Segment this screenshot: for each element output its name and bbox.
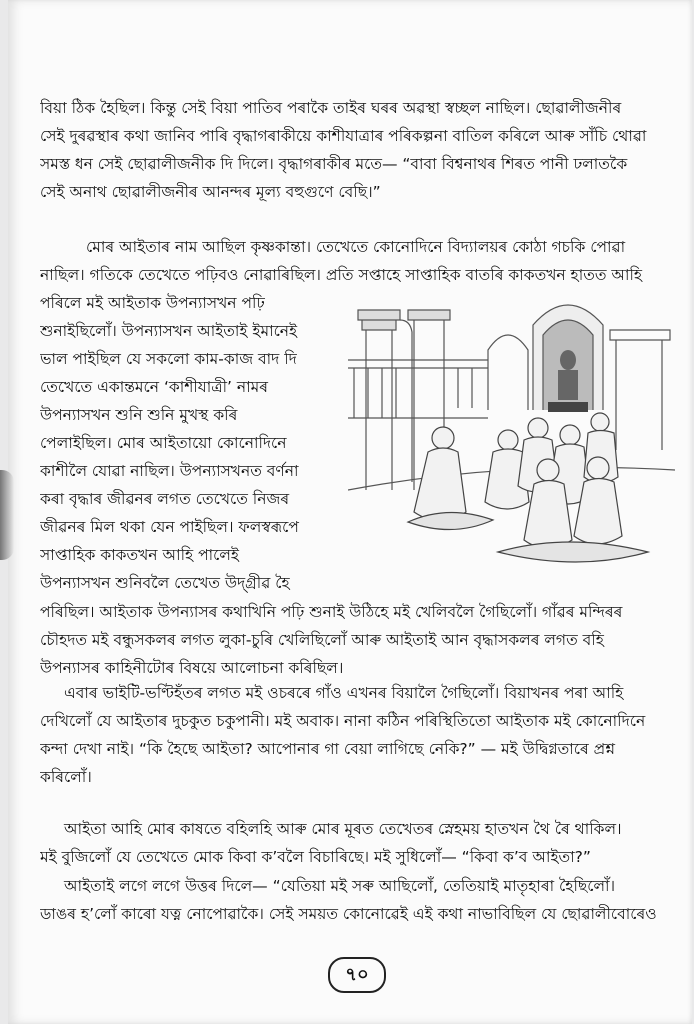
text-line: মই বুজিলোঁ যে তেখেতে মোক কিবা ক’বলৈ বিচাৰিছে। মই সুধিলোঁ— “কিবা ক’ব আইতা?”: [40, 848, 591, 866]
text-line: নাছিল। গতিকে তেখেতে পঢ়িবও নোৱাৰিছিল। প্ৰতি সপ্তাহে সাপ্তাহিক বাতৰি কাকতখন হাতত আহি: [40, 266, 643, 284]
paragraph-2: [40, 233, 672, 289]
paragraph-3: [40, 598, 672, 682]
text-line: ভাল পাইছিল যে সকলো কাম-কাজ বাদ দি: [40, 350, 297, 368]
paragraph-5: [40, 815, 672, 871]
illustration-women-listening: [348, 290, 675, 592]
paragraph-4: [40, 679, 672, 791]
text-line: ডাঙৰ হ’লোঁ কাৰো যত্ন নোপোৱাকৈ। সেই সময়ত কোনোৱেই এই কথা নাভাবিছিল যে ছোৱালীবোৰেও: [40, 905, 657, 923]
page-number-text: ৭০: [345, 963, 369, 985]
page-edge-shadow: [0, 470, 14, 560]
page-number: [328, 957, 386, 993]
text-line: কৰিলোঁ।: [40, 768, 92, 786]
text-line: কাশীলৈ যোৱা নাছিল। উপন্যাসখনত বৰ্ণনা: [40, 462, 299, 480]
text-line: জীৱনৰ মিল থকা যেন পাইছিল। ফলস্বৰূপে: [40, 518, 299, 536]
text-line: সাপ্তাহিক কাকতখন আহি পালেই: [40, 546, 239, 564]
text-line: সমস্ত ধন সেই ছোৱালীজনীক দি দিলে। বৃদ্ধাগৰাকীৰ মতে— “বাবা বিশ্বনাথৰ শিৰত পানী ঢলাতকৈ: [40, 155, 628, 173]
text-line: উপন্যাসখন শুনি শুনি মুখস্থ কৰি: [40, 406, 238, 424]
text-line: উপন্যাসখন শুনিবলৈ তেখেত উদ্‌গ্ৰীৱ হৈ: [40, 574, 290, 592]
text-line: পেলাইছিল। মোৰ আইতায়ো কোনোদিনে: [40, 434, 287, 452]
text-line: চৌহদত মই বন্ধুসকলৰ লগত লুকা-চুৰি খেলিছিলোঁ আৰু আইতাই আন বৃদ্ধাসকলৰ লগত বহি: [40, 631, 604, 649]
text-line: সেই দুৰৱস্থাৰ কথা জানিব পাৰি বৃদ্ধাগৰাকীয়ে কাশীযাত্ৰাৰ পৰিকল্পনা বাতিল কৰিলে আৰু সাঁচি থোৱা: [40, 127, 647, 145]
text-line: তেখেতে একান্তমনে ‘কাশীযাত্ৰী’ নামৰ: [40, 378, 268, 396]
text-line: কন্দা দেখা নাই। “কি হৈছে আইতা? আপোনাৰ গা বেয়া লাগিছে নেকি?” — মই উদ্বিগ্নতাৰে প্ৰশ্ন: [40, 740, 615, 758]
paragraph-1: [40, 94, 672, 206]
text-line: বিয়া ঠিক হৈছিল। কিন্তু সেই বিয়া পাতিব পৰাকৈ তাইৰ ঘৰৰ অৱস্থা স্বচ্ছল নাছিল। ছোৱালীজনীৰ: [40, 99, 622, 117]
text-line: পৰিলে মই আইতাক উপন্যাসখন পঢ়ি: [40, 294, 265, 312]
text-line: পৰিছিল। আইতাক উপন্যাসৰ কথাখিনি পঢ়ি শুনাই উঠিহে মই খেলিবলৈ গৈছিলোঁ। গাঁৱৰ মন্দিৰৰ: [40, 603, 623, 621]
text-line: সেই অনাথ ছোৱালীজনীৰ আনন্দৰ মূল্য বহুগুণে বেছি।”: [40, 183, 381, 201]
text-line: কৰা বৃদ্ধাৰ জীৱনৰ লগত তেখেতে নিজৰ: [40, 490, 290, 508]
text-line: দেখিলোঁ যে আইতাৰ দুচকুত চকুপানী। মই অবাক। নানা কঠিন পৰিস্থিতিতো আইতাক মই কোনোদিনে: [40, 712, 646, 730]
text-line: আইতাই লগে লগে উত্তৰ দিলে— “যেতিয়া মই সৰু আছিলোঁ, তেতিয়াই মাতৃহাৰা হৈছিলোঁ।: [64, 877, 616, 895]
text-line: এবাৰ ভাইটি-ভণ্টিহঁতৰ লগত মই ওচৰৰে গাঁও এখনৰ বিয়ালৈ গৈছিলোঁ। বিয়াখনৰ পৰা আহি: [64, 684, 624, 702]
text-line: উপন্যাসৰ কাহিনীটোৰ বিষয়ে আলোচনা কৰিছিল।: [40, 659, 344, 677]
book-page: [8, 0, 692, 1024]
paragraph-6: [40, 872, 672, 928]
wrapped-column: [40, 289, 348, 597]
text-line: আইতা আহি মোৰ কাষতে বহিলহি আৰু মোৰ মূৰত তেখেতৰ স্নেহময় হাতখন থৈ ৰৈ থাকিল।: [64, 820, 622, 838]
text-line: শুনাইছিলোঁ। উপন্যাসখন আইতাই ইমানেই: [40, 322, 298, 340]
text-line: মোৰ আইতাৰ নাম আছিল কৃষ্ণকান্তা। তেখেতে কোনোদিনে বিদ্যালয়ৰ কোঠা গচকি পোৱা: [86, 238, 626, 256]
